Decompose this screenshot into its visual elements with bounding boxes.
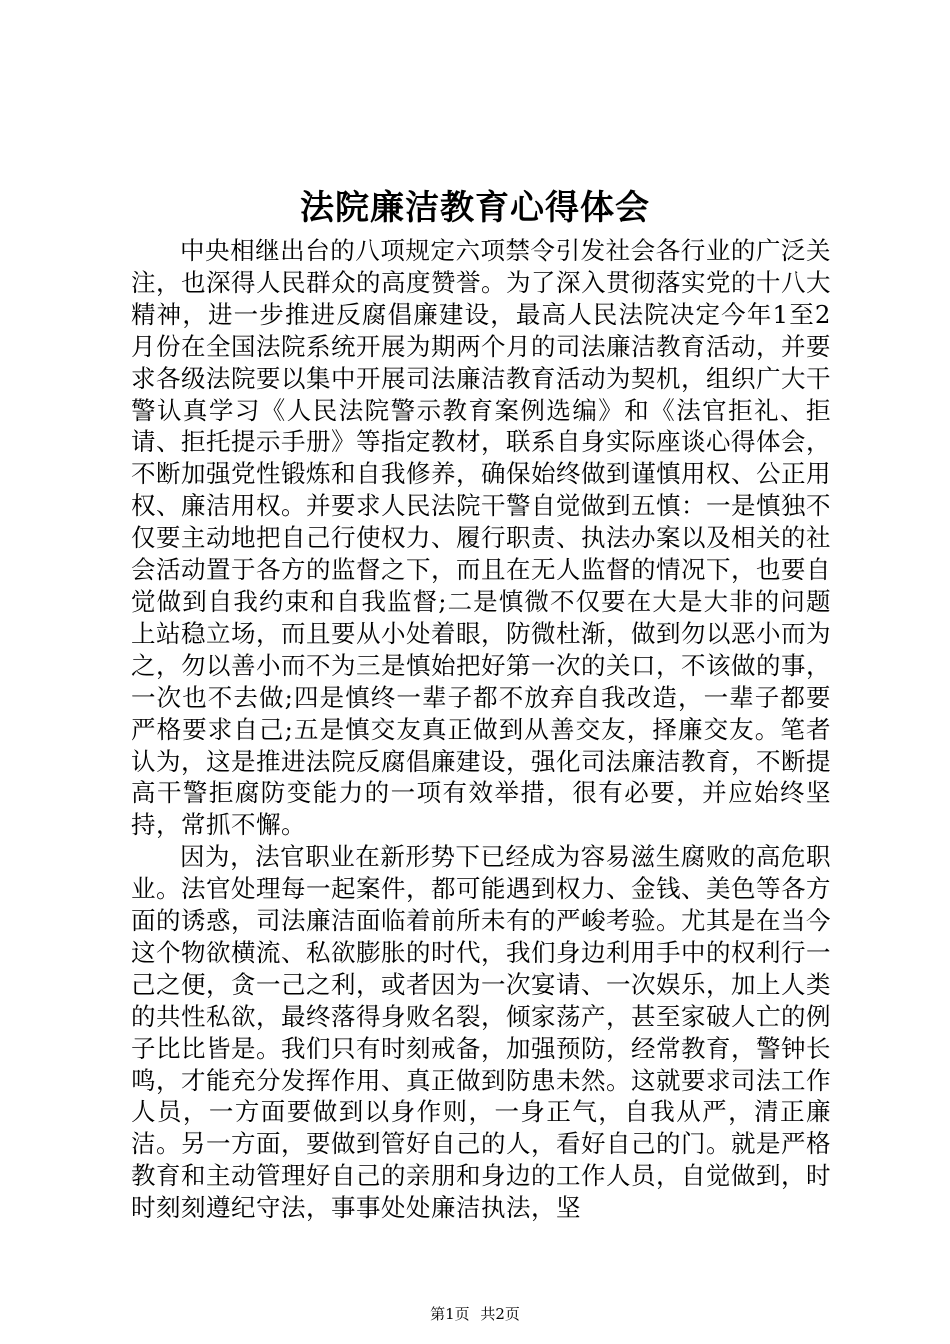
paragraph-2: 因为，法官职业在新形势下已经成为容易滋生腐败的高危职业。法官处理每一起案件，都可能遇到权力、金钱、美色等各方面的诱惑，司法廉洁面临着前所未有的严峻考验。尤其是在当今这个物欲横流、私欲膨胀的时代，我们身边利用手中的权利行一己之便，贪一己之利，或者因为一次宴请、一次娱乐，加上人类的共性私欲，最终落得身败名裂，倾家荡产，甚至家破人亡的例子比比皆是。我们只有时刻戒备，加强预防，经常教育，警钟长鸣，才能充分发挥作用、真正做到防患未然。这就要求司法工作人员，一方面要做到以身作则，一身正气，自我从严，清正廉洁。另一方面，要做到管好自己的人，看好自己的门。就是严格教育和主动管理好自己的亲朋和身边的工作人员，自觉做到，时时刻刻遵纪守法，事事处处廉洁执法，坚 <box>131 842 831 1223</box>
page-number-footer: 第1页 共2页 <box>430 1305 520 1323</box>
document-body <box>131 235 831 1224</box>
document-title: 法院廉洁教育心得体会 <box>300 188 650 228</box>
paragraph-1: 中央相继出台的八项规定六项禁令引发社会各行业的广泛关注，也深得人民群众的高度赞誉。为了深入贯彻落实党的十八大精神，进一步推进反腐倡廉建设，最高人民法院决定今年1至2月份在全国法院系统开展为期两个月的司法廉洁教育活动，并要求各级法院要以集中开展司法廉洁教育活动为契机，组织广大干警认真学习《人民法院警示教育案例选编》和《法官拒礼、拒请、拒托提示手册》等指定教材，联系自身实际座谈心得体会，不断加强党性锻炼和自我修养，确保始终做到谨慎用权、公正用权、廉洁用权。并要求人民法院干警自觉做到五慎：一是慎独不仅要主动地把自己行使权力、履行职责、执法办案以及相关的社会活动置于各方的监督之下，而且在无人监督的情况下，也要自觉做到自我约束和自我监督;二是慎微不仅要在大是大非的问题上站稳立场，而且要从小处着眼，防微杜渐，做到勿以恶小而为之，勿以善小而不为三是慎始把好第一次的关口，不该做的事，一次也不去做;四是慎终一辈子都不放弃自我改造，一辈子都要严格要求自己;五是慎交友真正做到从善交友，择廉交友。笔者认为，这是推进法院反腐倡廉建设，强化司法廉洁教育，不断提高干警拒腐防变能力的一项有效举措，很有必要，并应始终坚持，常抓不懈。 <box>131 236 831 840</box>
